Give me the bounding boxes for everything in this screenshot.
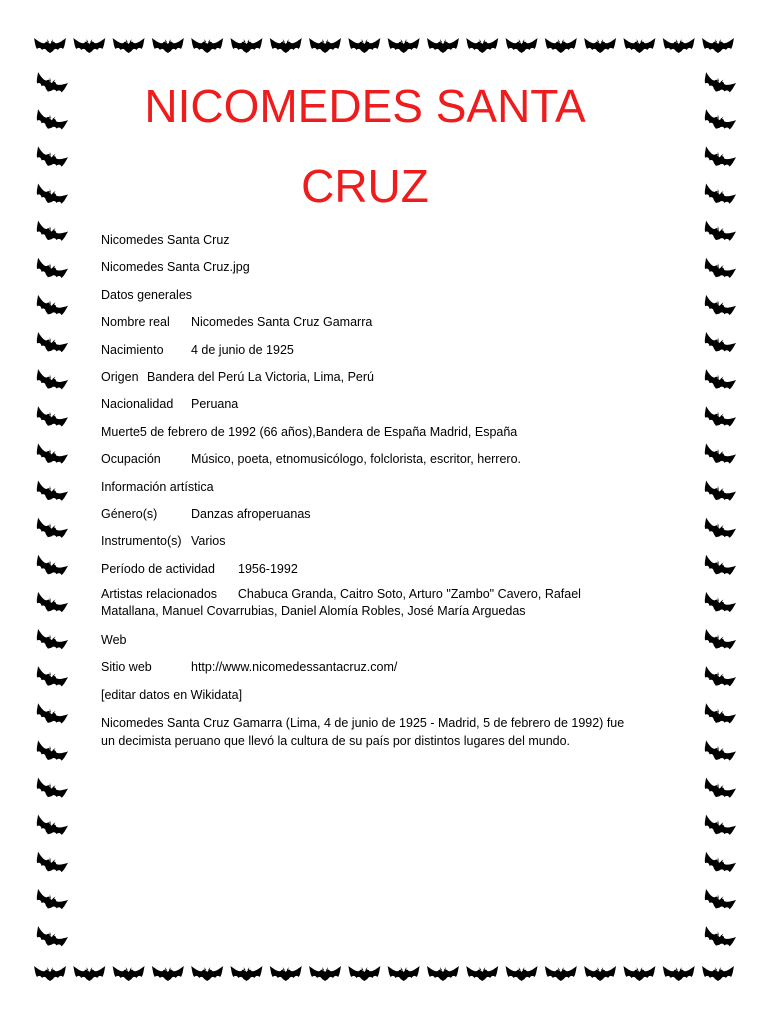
website-row — [101, 657, 631, 684]
summary-paragraph: Nicomedes Santa Cruz Gamarra (Lima, 4 de junio de 1925 - Madrid, 5 de febrero de 1992) fue un decimista peruano que llevó la cultura de su país por distintos lugares del mundo. — [101, 716, 625, 749]
bat-icon — [33, 369, 68, 394]
bat-icon — [701, 852, 736, 877]
bat-icon — [701, 109, 736, 134]
bat-icon — [623, 38, 655, 53]
bat-icon — [152, 966, 184, 981]
bat-icon — [701, 703, 736, 728]
bat-icon — [33, 815, 68, 840]
bat-icon — [230, 38, 262, 53]
section-web-heading: Web — [101, 633, 127, 648]
nationality-value: Peruana — [191, 397, 239, 412]
bat-icon — [701, 258, 736, 283]
origin-row — [101, 367, 631, 394]
bat-icon — [663, 966, 695, 981]
genre-value: Danzas afroperuanas — [191, 506, 311, 521]
bat-icon — [33, 592, 68, 617]
title-line-2: CRUZ — [301, 160, 429, 212]
bat-icon — [701, 555, 736, 580]
bat-icon — [506, 966, 538, 981]
bat-icon — [33, 332, 68, 357]
document-body — [101, 230, 631, 750]
origin-value: Bandera del Perú La Victoria, Lima, Perú — [147, 369, 374, 384]
bat-icon — [584, 38, 616, 53]
bat-icon — [701, 406, 736, 431]
name-line: Nicomedes Santa Cruz — [101, 233, 230, 247]
nationality-row — [101, 394, 631, 421]
image-file-line: Nicomedes Santa Cruz.jpg — [101, 260, 250, 275]
real-name-value: Nicomedes Santa Cruz Gamarra — [191, 315, 373, 330]
bat-icon — [701, 443, 736, 468]
bat-icon — [33, 666, 68, 691]
bat-icon — [701, 369, 736, 394]
bat-icon — [545, 38, 577, 53]
instrument-value: Varios — [191, 534, 226, 549]
real-name-label: Nombre real — [101, 315, 170, 330]
activity-value: 1956-1992 — [238, 561, 298, 576]
website-label: Sitio web — [101, 660, 152, 675]
bat-icon — [702, 38, 734, 53]
bat-icon — [191, 966, 223, 981]
bat-icon — [388, 966, 420, 981]
real-name-row — [101, 312, 631, 339]
section-artistic-heading: Información artística — [101, 479, 214, 494]
bat-icon — [701, 295, 736, 320]
edit-wikidata-line: [editar datos en Wikidata] — [101, 687, 243, 702]
related-value: Chabuca Granda, Caitro Soto, Arturo "Zambo" Cavero, Rafael Matallana, Manuel Covarrubias, Daniel Alomía Robles, José María Arguedas — [101, 587, 581, 619]
activity-row — [101, 559, 631, 586]
section-general-heading: Datos generales — [101, 287, 193, 302]
activity-label: Período de actividad — [101, 561, 215, 576]
bat-icon — [701, 518, 736, 543]
bat-icon — [33, 740, 68, 765]
bat-icon — [388, 38, 420, 53]
bat-icon — [309, 966, 341, 981]
bat-icon — [466, 966, 498, 981]
bat-icon — [152, 38, 184, 53]
bat-icon — [702, 966, 734, 981]
instrument-label: Instrumento(s) — [101, 534, 182, 549]
death-value: 5 de febrero de 1992 (66 años),Bandera de España Madrid, España — [139, 424, 518, 439]
bat-icon — [33, 295, 68, 320]
death-label: Muerte — [101, 424, 140, 439]
origin-label: Origen — [101, 369, 139, 384]
bat-icon — [348, 38, 380, 53]
genre-row — [101, 504, 631, 531]
genre-label: Género(s) — [101, 506, 158, 521]
bat-icon — [701, 72, 736, 97]
bat-icon — [33, 555, 68, 580]
bat-icon — [584, 966, 616, 981]
bat-icon — [701, 183, 736, 208]
occupation-row — [101, 449, 631, 476]
bat-icon — [701, 481, 736, 506]
bat-icon — [33, 406, 68, 431]
website-value: http://www.nicomedessantacruz.com/ — [191, 660, 398, 675]
bat-icon — [701, 666, 736, 691]
bat-icon — [701, 889, 736, 914]
bat-icon — [701, 592, 736, 617]
bat-icon — [270, 38, 302, 53]
bat-icon — [701, 332, 736, 357]
nationality-label: Nacionalidad — [101, 397, 174, 412]
bat-icon — [427, 966, 459, 981]
bat-icon — [33, 481, 68, 506]
bat-icon — [33, 443, 68, 468]
bat-icon — [466, 38, 498, 53]
title-line-1: NICOMEDES SANTA — [144, 80, 586, 132]
bat-icon — [506, 38, 538, 53]
instrument-row — [101, 531, 631, 558]
related-label: Artistas relacionados — [101, 587, 218, 602]
related-row — [101, 586, 631, 630]
birth-value: 4 de junio de 1925 — [191, 342, 294, 357]
birth-row — [101, 340, 631, 367]
bat-icon — [33, 778, 68, 803]
bat-icon — [73, 966, 105, 981]
bat-icon — [34, 38, 66, 53]
bat-icon — [701, 778, 736, 803]
bat-icon — [33, 852, 68, 877]
bat-icon — [33, 703, 68, 728]
bat-icon — [33, 889, 68, 914]
bat-icon — [701, 146, 736, 171]
birth-label: Nacimiento — [101, 342, 164, 357]
occupation-label: Ocupación — [101, 452, 161, 467]
bat-icon — [33, 221, 68, 246]
occupation-value: Músico, poeta, etnomusicólogo, folclorista, escritor, herrero. — [191, 452, 522, 467]
death-row — [101, 422, 631, 449]
bat-icon — [230, 966, 262, 981]
bat-icon — [701, 926, 736, 951]
bat-icon — [33, 518, 68, 543]
bat-icon — [701, 815, 736, 840]
bat-icon — [33, 926, 68, 951]
bat-icon — [701, 629, 736, 654]
bat-icon — [427, 38, 459, 53]
bat-icon — [663, 38, 695, 53]
bat-icon — [113, 38, 145, 53]
bat-icon — [348, 966, 380, 981]
bat-icon — [113, 966, 145, 981]
bat-icon — [270, 966, 302, 981]
bat-icon — [73, 38, 105, 53]
bat-icon — [309, 38, 341, 53]
bat-icon — [33, 258, 68, 283]
bat-icon — [191, 38, 223, 53]
bat-icon — [623, 966, 655, 981]
bat-icon — [701, 740, 736, 765]
bat-icon — [34, 966, 66, 981]
bat-icon — [701, 221, 736, 246]
bat-icon — [545, 966, 577, 981]
bat-icon — [33, 629, 68, 654]
